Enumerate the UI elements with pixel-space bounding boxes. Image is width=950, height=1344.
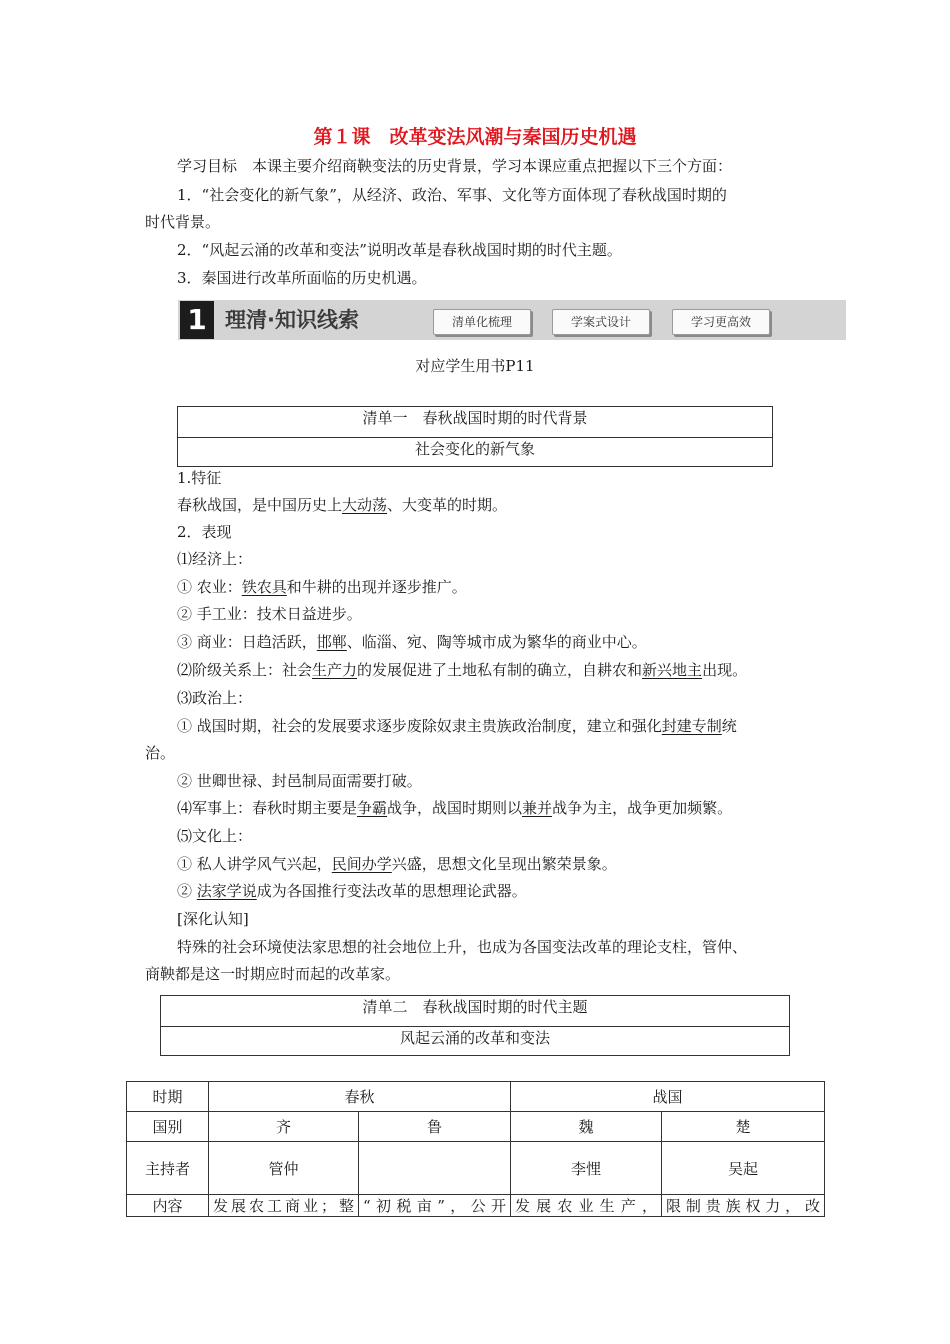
table-cell: 时期	[127, 1082, 209, 1112]
section-number: 1	[180, 301, 214, 339]
table-cell: 国别	[127, 1112, 209, 1142]
table-cell: 李悝	[511, 1142, 662, 1195]
list-two-box	[160, 995, 790, 1056]
list-two-subheading: 风起云涌的改革和变法	[161, 1026, 789, 1056]
table-cell: 齐	[209, 1112, 359, 1142]
manifest-heading: 2．表现	[177, 523, 232, 541]
military-item: ⑷军事上：春秋时期主要是争霸战争，战国时期则以兼并战争为主，战争更加频繁。	[177, 799, 733, 817]
goal-item-1-cont: 时代背景。	[145, 213, 221, 231]
list-one-box	[177, 406, 773, 467]
culture-item-1: ① 私人讲学风气兴起，民间办学兴盛，思想文化呈现出繁荣景象。	[177, 855, 617, 873]
table-cell: 发展农工商业；整	[209, 1195, 359, 1217]
goal-item-2: 2．“风起云涌的改革和变法”说明改革是春秋战国时期的时代主题。	[177, 241, 622, 259]
table-cell: 魏	[511, 1112, 662, 1142]
table-cell: 楚	[662, 1112, 825, 1142]
table-cell: 发展农业生产，	[511, 1195, 662, 1217]
politics-item-1: ① 战国时期，社会的发展要求逐步废除奴隶主贵族政治制度，建立和强化封建专制统	[177, 717, 737, 735]
politics-heading: ⑶政治上：	[177, 689, 253, 707]
politics-item-1-cont: 治。	[145, 744, 176, 762]
book-reference: 对应学生用书P11	[415, 357, 535, 375]
economy-heading: ⑴经济上：	[177, 550, 253, 568]
table-cell: 战国	[511, 1082, 825, 1112]
politics-item-2: ② 世卿世禄、封邑制局面需要打破。	[177, 772, 422, 790]
section-title: 理清·知识线索	[225, 308, 359, 332]
learning-goal: 学习目标 本课主要介绍商鞅变法的历史背景，学习本课应重点把握以下三个方面：	[177, 157, 733, 175]
table-row	[127, 1082, 825, 1112]
table-cell: 内容	[127, 1195, 209, 1217]
table-cell: 鲁	[359, 1112, 511, 1142]
table-cell: “初税亩”，公开	[359, 1195, 511, 1217]
goal-item-3: 3．秦国进行改革所面临的历史机遇。	[177, 269, 427, 287]
table-row	[127, 1112, 825, 1142]
table-cell	[359, 1142, 511, 1195]
feature-heading: 1.特征	[177, 469, 222, 487]
culture-item-2: ② 法家学说成为各国推行变法改革的思想理论武器。	[177, 882, 527, 900]
agriculture-item: ① 农业：铁农具和牛耕的出现并逐步推广。	[177, 578, 467, 596]
table-cell: 管仲	[209, 1142, 359, 1195]
deepen-text-cont: 商鞅都是这一时期应时而起的改革家。	[145, 965, 401, 983]
page-title: 第１课 改革变法风潮与秦国历史机遇	[313, 126, 637, 148]
table-cell: 吴起	[662, 1142, 825, 1195]
table-cell: 春秋	[209, 1082, 511, 1112]
commerce-item: ③ 商业：日趋活跃，邯郸、临淄、宛、陶等城市成为繁华的商业中心。	[177, 633, 647, 651]
handicraft-item: ② 手工业：技术日益进步。	[177, 605, 362, 623]
culture-heading: ⑸文化上：	[177, 827, 253, 845]
deepen-text: 特殊的社会环境使法家思想的社会地位上升，也成为各国变法改革的理论支柱，管仲、	[177, 938, 748, 956]
section-banner	[178, 300, 846, 340]
table-row	[127, 1142, 825, 1195]
deepen-heading: [深化认知]	[177, 910, 249, 928]
list-one-heading: 清单一 春秋战国时期的时代背景	[362, 409, 588, 427]
list-one-subheading: 社会变化的新气象	[178, 437, 772, 467]
reform-table	[126, 1081, 825, 1217]
case-design-button[interactable]: 学案式设计	[552, 309, 650, 335]
table-cell: 主持者	[127, 1142, 209, 1195]
class-relation-item: ⑵阶级关系上：社会生产力的发展促进了土地私有制的确立，自耕农和新兴地主出现。	[177, 661, 748, 679]
efficient-study-button[interactable]: 学习更高效	[672, 309, 770, 335]
list-two-heading: 清单二 春秋战国时期的时代主题	[362, 998, 588, 1016]
table-cell: 限制贵族权力，改	[662, 1195, 825, 1217]
list-review-button[interactable]: 清单化梳理	[433, 309, 531, 335]
table-row	[127, 1195, 825, 1217]
feature-text: 春秋战国，是中国历史上大动荡、大变革的时期。	[177, 496, 508, 514]
goal-item-1: 1．“社会变化的新气象”，从经济、政治、军事、文化等方面体现了春秋战国时期的	[177, 186, 727, 204]
